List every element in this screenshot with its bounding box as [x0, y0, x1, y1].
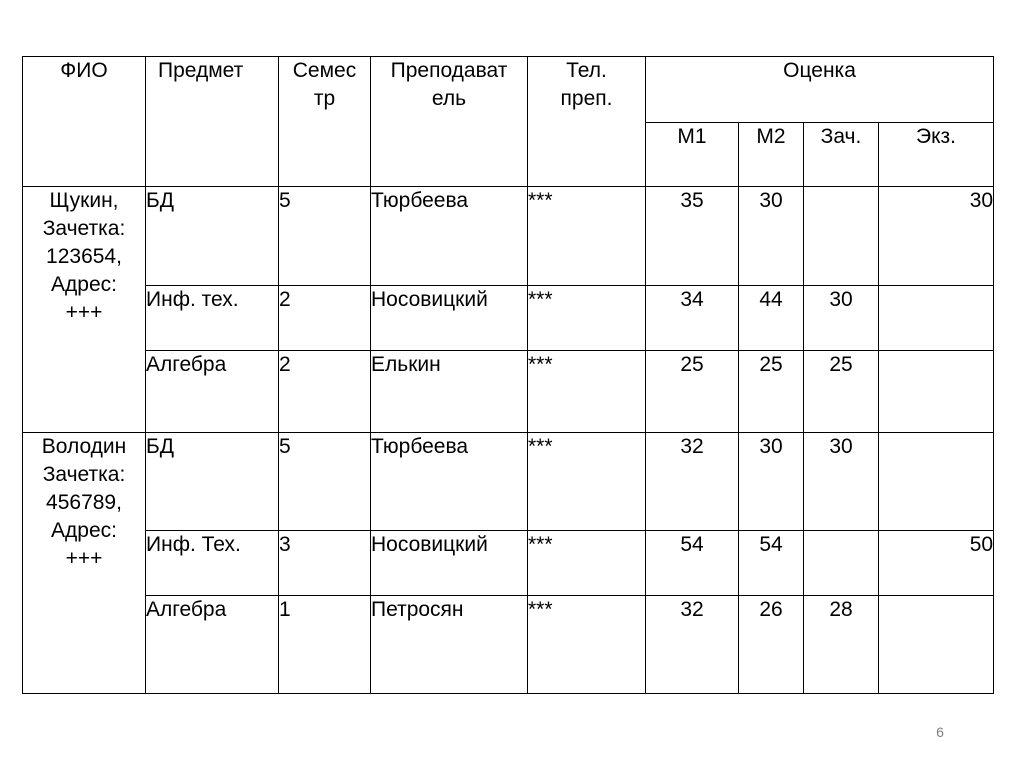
cell-exam [879, 596, 994, 694]
table-row [23, 596, 994, 694]
cell-exam [879, 351, 994, 433]
cell-semester: 2 [279, 351, 371, 433]
table-row [23, 286, 994, 351]
student-fio-cell [23, 433, 146, 694]
cell-m1: 25 [646, 351, 739, 433]
cell-subject: Инф. Тех. [146, 531, 279, 596]
fio-line: Зачетка: [42, 217, 126, 240]
table-row [23, 187, 994, 286]
header-phone-line1: Тел. [566, 59, 607, 82]
cell-teacher: Петросян [371, 596, 528, 694]
fio-line: Зачетка: [42, 463, 126, 486]
cell-subject: БД [146, 187, 279, 286]
header-semester [279, 57, 371, 187]
cell-credit: 28 [804, 596, 879, 694]
header-fio: ФИО [23, 57, 146, 187]
cell-semester: 5 [279, 433, 371, 531]
cell-subject: Алгебра [146, 351, 279, 433]
page-number: 6 [936, 724, 944, 740]
table-row [23, 531, 994, 596]
cell-m2: 54 [739, 531, 804, 596]
cell-teacher: Носовицкий [371, 286, 528, 351]
cell-phone: *** [528, 351, 646, 433]
header-m1: М1 [646, 123, 739, 187]
student-fio [23, 187, 145, 327]
header-credit: Зач. [804, 123, 879, 187]
cell-credit: 25 [804, 351, 879, 433]
cell-credit: 30 [804, 286, 879, 351]
header-teacher [371, 57, 528, 187]
cell-m1: 54 [646, 531, 739, 596]
grades-table [22, 56, 994, 694]
cell-semester: 5 [279, 187, 371, 286]
cell-teacher: Носовицкий [371, 531, 528, 596]
cell-phone: *** [528, 433, 646, 531]
table-row [23, 433, 994, 531]
student-fio [23, 433, 145, 573]
cell-exam: 50 [879, 531, 994, 596]
cell-m2: 30 [739, 433, 804, 531]
table-row [23, 351, 994, 433]
cell-semester: 1 [279, 596, 371, 694]
header-phone [528, 57, 646, 187]
cell-phone: *** [528, 187, 646, 286]
cell-subject: Алгебра [146, 596, 279, 694]
cell-teacher: Елькин [371, 351, 528, 433]
cell-m1: 32 [646, 596, 739, 694]
cell-m2: 44 [739, 286, 804, 351]
header-phone-line2: преп. [560, 87, 613, 110]
cell-m1: 34 [646, 286, 739, 351]
cell-exam [879, 286, 994, 351]
cell-subject: БД [146, 433, 279, 531]
cell-semester: 2 [279, 286, 371, 351]
cell-phone: *** [528, 596, 646, 694]
cell-credit: 30 [804, 433, 879, 531]
header-row-top [23, 57, 994, 123]
fio-line: Володин [41, 435, 127, 458]
cell-exam: 30 [879, 187, 994, 286]
cell-m2: 25 [739, 351, 804, 433]
cell-m1: 35 [646, 187, 739, 286]
cell-m1: 32 [646, 433, 739, 531]
header-grade: Оценка [646, 57, 994, 123]
cell-credit [804, 187, 879, 286]
cell-teacher: Тюрбеева [371, 187, 528, 286]
fio-line: 123654, [46, 245, 122, 268]
fio-line: Адрес: [51, 273, 117, 296]
cell-exam [879, 433, 994, 531]
cell-m2: 30 [739, 187, 804, 286]
cell-teacher: Тюрбеева [371, 433, 528, 531]
header-m2: М2 [739, 123, 804, 187]
fio-line: 456789, [46, 491, 122, 514]
cell-m2: 26 [739, 596, 804, 694]
cell-credit [804, 531, 879, 596]
header-subject: Предмет [146, 57, 279, 187]
header-teacher-line1: Преподават [390, 59, 508, 82]
fio-line: +++ [65, 301, 103, 324]
header-semester-line1: Семес [292, 59, 357, 82]
header-exam: Экз. [879, 123, 994, 187]
cell-semester: 3 [279, 531, 371, 596]
cell-phone: *** [528, 286, 646, 351]
header-teacher-line2: ель [431, 87, 467, 110]
fio-line: Адрес: [51, 519, 117, 542]
cell-phone: *** [528, 531, 646, 596]
header-semester-line2: тр [313, 87, 336, 110]
fio-line: Щукин, [49, 189, 119, 212]
cell-subject: Инф. тех. [146, 286, 279, 351]
fio-line: +++ [65, 547, 103, 570]
student-fio-cell [23, 187, 146, 433]
